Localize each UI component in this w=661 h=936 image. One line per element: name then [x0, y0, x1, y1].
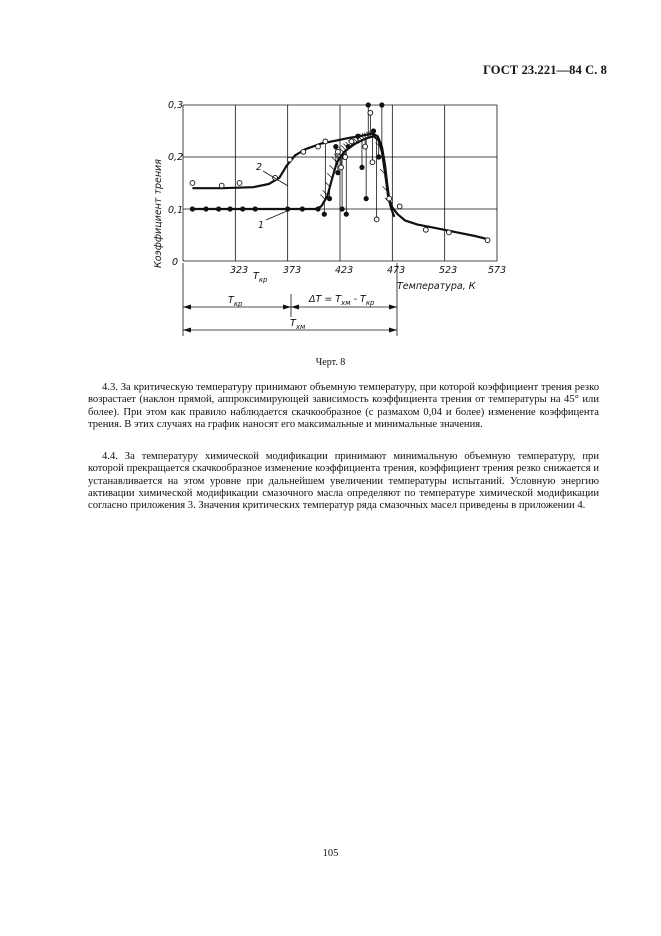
- point-filled: [376, 154, 381, 159]
- point-filled: [366, 102, 371, 107]
- x-tick-label: 423: [335, 265, 354, 276]
- point-filled: [335, 170, 340, 175]
- paragraph-4-3: 4.3. За критическую температуру принимают объемную температуру, при которой коэффициент трения резко возрастает (наклон прямой, аппроксимирующей зависимость коэффициента трения от температуры на 45° или более). При этом как правило наблюдается скачкообразное (с размахом 0,04 и более) изменение коэффицента трения. В этих случаях на график наносят его максимальные и минимальные значения.: [88, 382, 599, 431]
- y-tick-labels: [168, 100, 183, 268]
- point-filled: [364, 196, 369, 201]
- point-filled: [379, 102, 384, 107]
- tkr-tick-label: $T_{кр}$: [253, 271, 268, 284]
- curve-label-1: 1: [258, 220, 265, 231]
- x-tick-label: 373: [283, 265, 302, 276]
- dim-label-tkr: $T_{кр}$: [228, 295, 243, 308]
- page-number: 105: [322, 848, 339, 859]
- point-filled: [355, 134, 360, 139]
- y-tick-label: 0,1: [168, 205, 184, 216]
- point-filled: [240, 206, 245, 211]
- x-tick-label: 573: [488, 265, 507, 276]
- point-open: [323, 139, 328, 144]
- point-open: [349, 139, 354, 144]
- point-open: [397, 204, 402, 209]
- point-filled: [300, 206, 305, 211]
- document-header: ГОСТ 23.221—84 С. 8: [483, 63, 607, 77]
- point-open: [336, 149, 341, 154]
- y-axis-title: Коэффициент трения: [153, 159, 164, 268]
- point-filled: [190, 206, 195, 211]
- point-open: [237, 181, 242, 186]
- point-open: [485, 238, 490, 243]
- y-tick-label: 0,3: [168, 100, 184, 111]
- point-open: [287, 157, 292, 162]
- y-tick-label: 0: [172, 257, 179, 268]
- y-tick-label: 0,2: [168, 152, 184, 163]
- x-tick-label: 323: [230, 265, 249, 276]
- point-open: [363, 144, 368, 149]
- point-filled: [216, 206, 221, 211]
- point-filled: [322, 212, 327, 217]
- x-tick-label: 523: [439, 265, 458, 276]
- point-filled: [327, 196, 332, 201]
- paragraph-4-4: 4.4. За температуру химической модификации принимают минимальную объемную температуру, при которой прекращается скачкообразное изменение коэффициента трения, коэффициент трения резко снижается и устанавливается на этом уровне при дальнейшем увеличении температуры испытаний. Условную энергию активации химической модификации смазочного масла определяют по температуре химической модификации согласно приложения 3. Значения критических температур ряда смазочных масел приведены в приложении 4.: [88, 451, 599, 512]
- figure-caption: Черт. 8: [315, 357, 346, 368]
- dim-label-txm: $T_{хм}$: [290, 318, 306, 331]
- point-open: [370, 160, 375, 165]
- point-open: [316, 144, 321, 149]
- point-open: [368, 110, 373, 115]
- curve-1-leader: [266, 211, 287, 220]
- point-open: [190, 181, 195, 186]
- point-filled: [344, 212, 349, 217]
- point-filled: [359, 165, 364, 170]
- dim-label-delta-t: $\Delta T = T_{хм} - T_{кр}$: [309, 294, 375, 307]
- point-filled: [346, 144, 351, 149]
- x-tick-label: 473: [387, 265, 406, 276]
- point-filled: [228, 206, 233, 211]
- point-filled: [371, 128, 376, 133]
- point-open: [343, 155, 348, 160]
- point-open: [219, 183, 224, 188]
- point-open: [387, 196, 392, 201]
- point-filled: [333, 144, 338, 149]
- chart-grid: [183, 105, 497, 261]
- point-filled: [339, 206, 344, 211]
- friction-temperature-chart: [0, 0, 661, 350]
- scatter-drop-lines: [324, 105, 389, 219]
- point-open: [301, 149, 306, 154]
- point-filled: [203, 206, 208, 211]
- point-open: [446, 230, 451, 235]
- x-tick-labels: [230, 265, 506, 276]
- curve-label-2: 2: [256, 162, 263, 173]
- point-open: [423, 227, 428, 232]
- point-filled: [253, 206, 258, 211]
- point-filled: [285, 206, 290, 211]
- point-open: [374, 217, 379, 222]
- point-filled: [315, 206, 320, 211]
- x-axis-title: Температура, К: [397, 281, 476, 292]
- point-open: [339, 165, 344, 170]
